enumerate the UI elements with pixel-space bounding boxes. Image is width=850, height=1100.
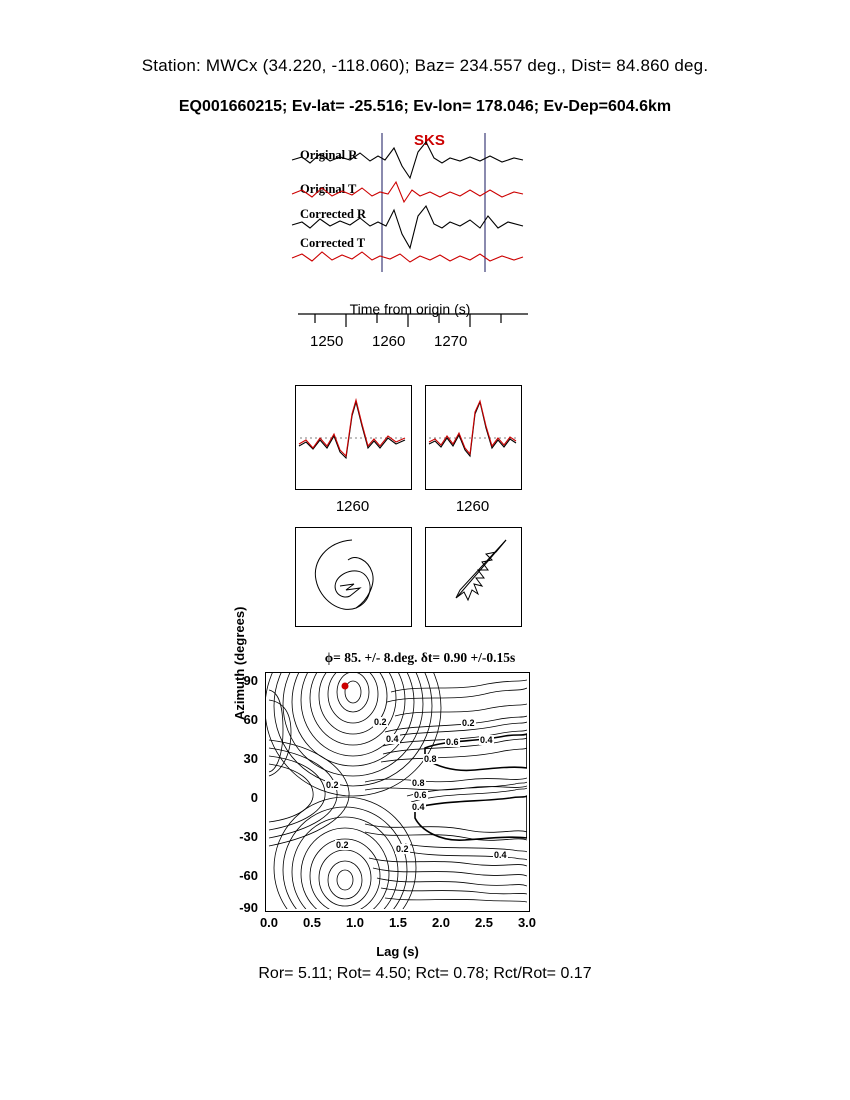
contour-label-0-2-c: 0.2	[326, 780, 339, 790]
contour-label-0-2-e: 0.2	[396, 844, 409, 854]
x-tick-2-5: 2.5	[474, 915, 494, 930]
best-fit-marker	[342, 683, 348, 689]
x-tick-1-0: 1.0	[345, 915, 365, 930]
contour-label-0-4-d: 0.4	[494, 850, 507, 860]
window-label-left: 1260	[335, 498, 370, 515]
contour-label-0-2-b: 0.2	[462, 718, 475, 728]
window-label-right: 1260	[455, 498, 490, 515]
contour-label-0-4-c: 0.4	[412, 802, 425, 812]
window-waveform-left-traces	[296, 386, 409, 487]
x-tick-0-0: 0.0	[259, 915, 279, 930]
window-waveform-box-right	[425, 385, 522, 490]
time-tick-1260: 1260	[372, 333, 406, 350]
time-axis-label: Time from origin (s)	[349, 301, 471, 317]
trace-label-original-r: Original R	[300, 148, 358, 162]
contour-label-0-6-a: 0.6	[446, 737, 459, 747]
x-tick-2-0: 2.0	[431, 915, 451, 930]
y-tick-0: 0	[250, 790, 258, 805]
trace-corrected-r	[292, 206, 523, 248]
x-tick-1-5: 1.5	[388, 915, 408, 930]
x-tick-3-0: 3.0	[517, 915, 537, 930]
x-tick-0-5: 0.5	[302, 915, 322, 930]
sks-phase-label: SKS	[414, 132, 445, 149]
contour-lines	[265, 672, 528, 910]
contour-x-axis-label: Lag (s)	[376, 944, 419, 959]
contour-label-0-4-b: 0.4	[480, 735, 493, 745]
waveform-traces	[290, 130, 525, 290]
y-tick-90: 90	[243, 673, 258, 688]
time-tick-1250: 1250	[310, 333, 344, 350]
contour-label-0-6-b: 0.6	[414, 790, 427, 800]
time-tick-1270: 1270	[434, 333, 468, 350]
quality-metrics-line: Ror= 5.11; Rot= 4.50; Rct= 0.78; Rct/Rot= 0.17	[258, 965, 592, 982]
trace-original-t	[292, 182, 523, 202]
trace-corrected-t	[292, 252, 523, 262]
event-info-line: EQ001660215; Ev-lat= -25.516; Ev-lon= 178.046; Ev-Dep=604.6km	[178, 98, 672, 115]
contour-label-0-8-b: 0.8	[412, 778, 425, 788]
time-axis-ticks	[290, 310, 535, 332]
window-waveform-right-traces	[426, 386, 519, 487]
particle-motion-uncorrected	[296, 528, 409, 624]
window-waveform-box-left	[295, 385, 412, 490]
particle-motion-box-uncorrected	[295, 527, 412, 627]
trace-label-original-t: Original T	[300, 182, 357, 196]
y-tick-30: 30	[243, 751, 258, 766]
y-tick-60: 60	[243, 712, 258, 727]
trace-original-r	[292, 142, 523, 178]
y-tick-neg60: -60	[239, 868, 258, 883]
contour-label-0-2-d: 0.2	[336, 840, 349, 850]
contour-label-0-8-a: 0.8	[424, 754, 437, 764]
contour-label-0-4-a: 0.4	[386, 734, 399, 744]
station-info-line: Station: MWCx (34.220, -118.060); Baz= 234.557 deg., Dist= 84.860 deg.	[141, 56, 709, 75]
y-tick-neg90: -90	[239, 900, 258, 915]
contour-y-axis-label: Azimuth (degrees)	[232, 606, 247, 720]
contour-label-0-2-a: 0.2	[374, 717, 387, 727]
y-tick-neg30: -30	[239, 829, 258, 844]
waveform-panel	[290, 130, 525, 285]
trace-label-corrected-t: Corrected T	[300, 236, 366, 250]
particle-motion-box-corrected	[425, 527, 522, 627]
lag-azimuth-contour-plot	[265, 672, 530, 912]
particle-motion-corrected	[426, 528, 519, 624]
trace-label-corrected-r: Corrected R	[300, 207, 367, 221]
best-fit-parameters: ϕ= 85. +/- 8.deg. δt= 0.90 +/-0.15s	[324, 650, 516, 665]
